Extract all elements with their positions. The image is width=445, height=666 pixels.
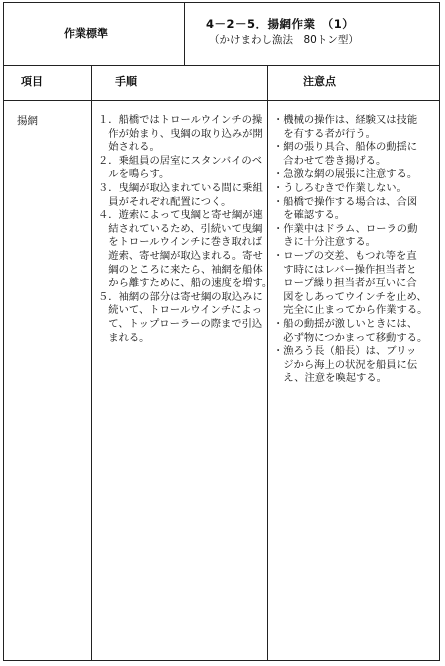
note-line: ・機械の操作は、経験又は技能 — [273, 114, 418, 126]
note-line: え、注意を喚起する。 — [273, 372, 387, 385]
note-line: ・ロープの交差、もつれ等を直 — [273, 249, 417, 262]
note-line: きに十分注意する。 — [273, 236, 376, 249]
note-line: ・網の張り具合、船体の動揺に — [273, 141, 418, 154]
row-item: 揚網 — [17, 115, 38, 127]
page-title: 4－2－5．揚網作業 （1） — [206, 17, 355, 31]
column-header-divider — [4, 100, 439, 101]
procedure-line: 始される。 — [98, 141, 160, 154]
procedure-line: 作が始まり、曳綱の取り込みが開 — [98, 127, 263, 140]
note-line: ・漁ろう長（船長）は、ブリッ — [273, 345, 417, 358]
note-line: 合わせて巻き揚げる。 — [273, 154, 387, 167]
work-standard-sheet — [3, 2, 440, 661]
procedure-line: ３．曳綱が取込まれている間に乗組 — [98, 181, 263, 194]
procedure-line: ４．遊索によって曳綱と寄せ綱が連 — [98, 209, 263, 222]
header-label: 作業標準 — [64, 27, 108, 40]
column-header-procedure: 手順 — [115, 75, 137, 88]
note-line: を有する者が行う。 — [273, 127, 376, 140]
column-header-notes: 注意点 — [303, 75, 336, 88]
page-subtitle: （かけまわし漁法 80トン型） — [209, 34, 359, 46]
note-line: ロープ繰り担当者が互いに合 — [273, 277, 417, 290]
procedure-line: 員がそれぞれ配置につく。 — [98, 195, 232, 208]
procedure-line: から離すために、船の速度を増す。 — [98, 277, 273, 290]
procedure-line: ５．袖網の部分は寄せ綱の取込みに — [98, 290, 263, 303]
procedure-line: １．船橋ではトロールウインチの操 — [98, 114, 263, 126]
procedure-line: 続いて、トロールウインチによっ — [98, 304, 263, 317]
header-divider — [4, 65, 439, 66]
procedure-line: ルを鳴らす。 — [98, 168, 170, 181]
note-line: ・作業中はドラム、ローラの動 — [273, 222, 418, 235]
procedure-line: 遊索、寄せ綱が取込まれる。寄せ — [98, 249, 263, 262]
procedure-list — [98, 114, 273, 345]
notes-list — [273, 114, 437, 386]
note-line: 図をしあってウインチを止め、 — [273, 290, 427, 303]
note-line: を確認する。 — [273, 209, 346, 222]
note-line: ・急激な網の展張に注意する。 — [273, 168, 418, 181]
note-line: 完全に止まってから作業する。 — [273, 304, 428, 317]
note-line: ・うしろむきで作業しない。 — [273, 181, 407, 194]
note-line: 必ず物につかまって移動する。 — [273, 331, 428, 344]
procedure-line: ２．乗組員の居室にスタンバイのベ — [98, 154, 263, 167]
procedure-line: をトロールウインチに巻き取れば — [98, 236, 263, 249]
procedure-line: て、トップローラーの際まで引込 — [98, 317, 263, 330]
procedure-line: 綱のところに来たら、袖網を船体 — [98, 263, 263, 276]
note-line: す時にはレバー操作担当者と — [273, 263, 417, 276]
note-line: ジから海上の状況を船員に伝 — [273, 358, 418, 371]
procedure-line: 結されているため、引続いて曳綱 — [98, 222, 263, 235]
procedure-column-divider — [267, 65, 268, 660]
column-header-item: 項目 — [21, 75, 43, 88]
procedure-line: まれる。 — [98, 331, 150, 344]
note-line: ・船の動揺が激しいときには、 — [273, 317, 418, 330]
item-column-divider — [91, 65, 92, 660]
note-line: ・船橋で操作する場合は、合図 — [273, 195, 418, 208]
header-vertical-divider — [184, 3, 185, 65]
